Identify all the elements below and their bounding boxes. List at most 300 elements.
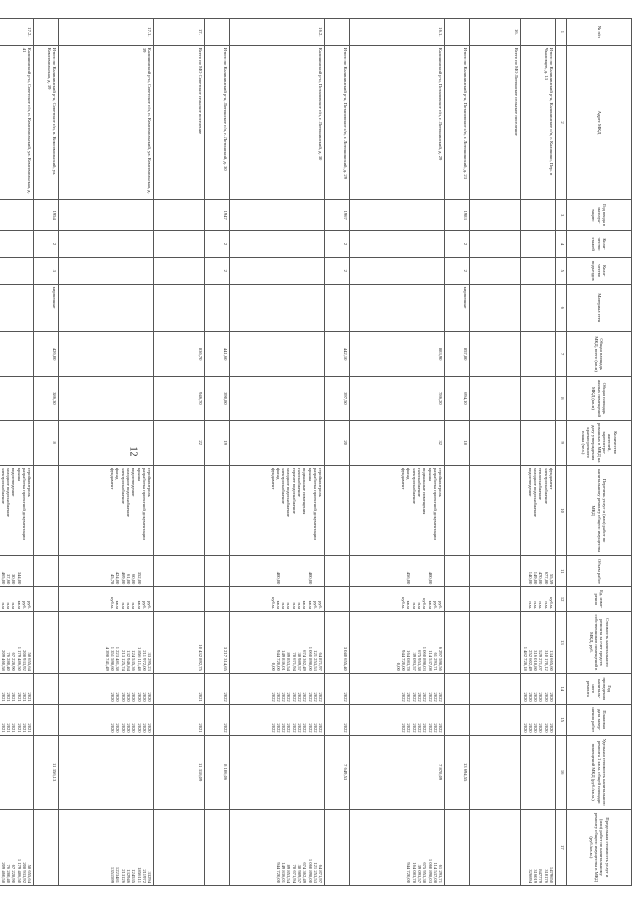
cell-line: 2022 (438, 692, 444, 702)
cell-end (470, 704, 521, 735)
object-row (0, 19, 34, 886)
cell-line: 33294 (147, 871, 153, 883)
cell-line: 2022 (343, 692, 349, 702)
column-index: 12 (556, 587, 567, 612)
cell-line: 0,00 (395, 662, 401, 671)
cell-line: 2020 (527, 692, 533, 702)
column-header: Стоимость капитального ремонта за счет средств собственников помещений в МКД, руб. (567, 612, 632, 674)
cell-mat (470, 284, 521, 331)
cell-fl (59, 231, 154, 258)
cell-cost (154, 612, 205, 674)
cell-end (445, 704, 470, 735)
cell-res: 22 (154, 420, 205, 465)
cell-line: п.м (411, 602, 417, 610)
cell-line: 208 933,92 (21, 862, 27, 883)
cell-la: 390,80 (205, 377, 230, 420)
cell-line: п.м (6, 602, 12, 610)
cell-line (411, 558, 416, 584)
cell-yr (59, 673, 154, 704)
cell-line: 37,60 (6, 573, 12, 585)
cell-line: п.м (11, 602, 17, 610)
cell-line: газоснабжение (417, 467, 423, 497)
cell-la: 397,50 (325, 377, 350, 420)
column-header: Год ввода в эксплуа-тацию (567, 200, 632, 231)
cell-line: 2022 (223, 723, 229, 733)
column-index: 16 (556, 735, 567, 809)
cell-vol (325, 556, 350, 587)
cell-line: 211 972,00 (141, 650, 147, 671)
page-number: 12 (127, 446, 139, 457)
cell-line (27, 558, 32, 584)
cell-line: п.м (281, 602, 287, 610)
cell-ta (0, 332, 34, 377)
cell-line: 61 293,71 (432, 652, 438, 671)
cell-lim (521, 809, 556, 885)
cell-line: 424,00 (115, 571, 121, 585)
cell-yr (154, 673, 205, 704)
cell-line: 1 060 898,00 (307, 858, 313, 883)
cell-spec (230, 735, 325, 809)
cell-spec (470, 735, 521, 809)
cell-yr (230, 673, 325, 704)
cell-line (318, 558, 323, 584)
cell-cost (205, 612, 230, 674)
cell-line: 2022 (286, 723, 292, 733)
cell-en (470, 257, 521, 284)
cell-spec: 11 318,09 (154, 735, 205, 809)
cell-line: 38 989,57 (297, 864, 303, 883)
cell-lim (34, 809, 59, 885)
cell-addr: Калининский р-н, Потаповское с/п, г. Лотошинский, д. 29 (350, 45, 445, 199)
cell-yr (34, 673, 59, 704)
cell-fl: 2 (205, 231, 230, 258)
cell-works (205, 465, 230, 556)
column-header: Адрес МКД (567, 45, 632, 199)
cell-line: крыша (427, 467, 433, 482)
cell-line: 2022 (307, 723, 313, 733)
cell-line: 67 228,90 (11, 652, 17, 671)
cell-mat (205, 284, 230, 331)
column-index: 6 (556, 284, 567, 331)
cell-works (34, 465, 59, 556)
cell-line: 2020 (141, 723, 147, 733)
cell-line: 39 093,57 (411, 652, 417, 671)
cell-line: 58 655,64 (27, 864, 33, 883)
cell-res: 19 (205, 420, 230, 465)
cell-ta: 836,70 (154, 332, 205, 377)
cell-addr: Всего по МО Лотошское сельское поселение (470, 45, 521, 199)
column-header: Перечень услуг и (или) работ по капитальному ремонту общего имущества МКД (567, 465, 632, 556)
column-header: Коли-чество подъездов (567, 257, 632, 284)
column-index: 3 (556, 200, 567, 231)
cell-yr (0, 673, 34, 704)
column-header: Плановая дата завер-шения работ (567, 704, 632, 735)
cell-line: 400,00 (307, 571, 313, 585)
cell-spec (0, 735, 34, 809)
cell-unit (34, 587, 59, 612)
cell-line: 39 093,57 (417, 864, 423, 883)
cell-y (350, 200, 445, 231)
cell-ta: 426,00 (34, 332, 59, 377)
cell-unit (325, 587, 350, 612)
cell-addr: Итого по Калининский р-н, Потаповское с/п, г. Лотошинский, д. 23 (445, 45, 470, 199)
cell-line: кв.м (115, 600, 121, 610)
cell-line: 64 871,97 (318, 652, 324, 671)
cell-line: куб.м. (401, 597, 407, 610)
cell-line: холодное водоснабжение (533, 467, 539, 517)
cell-line (313, 558, 318, 584)
cell-no (205, 19, 230, 46)
cell-ta (470, 332, 521, 377)
cell-line: 529 271,07 (538, 650, 544, 671)
cell-line: 2021 (27, 692, 33, 702)
cell-no: 17.2. (0, 19, 34, 46)
column-index: 2 (556, 45, 567, 199)
cell-line: 0,00 (270, 662, 276, 671)
cell-line: 67 228,90 (11, 864, 17, 883)
cell-line: 2022 (307, 692, 313, 702)
cell-y (230, 200, 325, 231)
cell-cost (350, 612, 445, 674)
cell-line: 2022 (286, 692, 292, 702)
cell-unit (0, 587, 34, 612)
cell-works (230, 465, 325, 556)
cell-la (230, 377, 325, 420)
cell-en (230, 257, 325, 284)
cell-line: водоотведение (11, 467, 17, 497)
cell-line: фундамент (549, 467, 554, 490)
cell-line: 2021 (16, 692, 22, 702)
cell-no: 16. (470, 19, 521, 46)
cell-line: 944 720,00 (406, 862, 412, 883)
cell-y: 1983 (445, 200, 470, 231)
cell-no: 16.2. (230, 19, 325, 46)
cell-works (0, 465, 34, 556)
cell-ta (521, 332, 556, 377)
cell-fl: 2 (34, 231, 59, 258)
cell-lim (205, 809, 230, 885)
cell-y: 1947 (205, 200, 230, 231)
cell-line: 114 537,08 (432, 862, 438, 883)
cell-line: 2022 (312, 723, 318, 733)
column-header: Количество жителей, зарегистри-рованных в МКД на дату утверждения краткосрочного плана (чел.) (567, 420, 632, 465)
cell-line: 114 537,08 (427, 650, 433, 671)
cell-line: 2021 (27, 723, 33, 733)
cell-ta: 883,90 (350, 332, 445, 377)
cell-line (433, 558, 438, 584)
cell-unit (521, 587, 556, 612)
cell-line: 2022 (318, 692, 324, 702)
cell-line: 1 060 898,03 (427, 858, 433, 883)
cell-en (521, 257, 556, 284)
cell-line: 2020 (131, 723, 137, 733)
cell-line: 1 060 898,00 (307, 646, 313, 671)
cell-line (286, 558, 291, 584)
cell-la: 694,10 (445, 377, 470, 420)
cell-addr: Калининский р-н, Потаповское с/п, г. Лотошинский, д. 30 (230, 45, 325, 199)
cell-mat (325, 284, 350, 331)
cell-line: 2022 (427, 723, 433, 733)
cell-mat (350, 284, 445, 331)
column-header: Предельная стоимость услуг и (или) работ по капитальному ремонту общего имущества в МКД (руб./кв.м.) (567, 809, 632, 885)
cell-line: подвальные помещения (422, 467, 428, 515)
cell-line: электроснабжение (543, 467, 549, 504)
cell-line: 2021 (16, 723, 22, 733)
cell-line: п.м (286, 602, 292, 610)
cell-line: 316 018,80 (533, 650, 539, 671)
cell-line: 209 460,58 (0, 650, 6, 671)
cell-line: 164 083,78 (411, 862, 417, 883)
cell-vol (350, 556, 445, 587)
cell-works (325, 465, 350, 556)
cell-line: 121 253,53 (312, 650, 318, 671)
cell-line: 2021 (11, 723, 17, 733)
cell-line: 60,00 (131, 573, 137, 585)
cell-la (470, 377, 521, 420)
cell-addr: Итого по Калининский р-н, Лотошское с/п, г. Лотошский, д. 30 (205, 45, 230, 199)
object-row (350, 19, 445, 886)
cell-vol (154, 556, 205, 587)
cell-line: 2021 (198, 692, 204, 702)
cell-y (470, 200, 521, 231)
cell-res (0, 420, 34, 465)
cell-yr (350, 673, 445, 704)
cell-la (0, 377, 34, 420)
cell-en: 2 (205, 257, 230, 284)
cell-line: п.м (131, 602, 137, 610)
cell-vol (230, 556, 325, 587)
cell-line: кв.м (307, 600, 313, 610)
cell-line: 1856111 (136, 867, 142, 883)
cell-line: 2022 (343, 723, 349, 733)
cell-lim (350, 809, 445, 885)
cell-line: фасад (406, 467, 412, 480)
cell-res: 32 (350, 420, 445, 465)
cell-addr: Итого по Калининский р-н, Калининское с/п, г. Калинино, Пер. п Чкаловцев, д. 13 (521, 45, 556, 199)
cell-line: руб. (27, 601, 33, 610)
column-header: Объем работ (567, 556, 632, 587)
cell-line: п.м (126, 602, 132, 610)
cell-line: холодное водоснабжение (126, 467, 132, 517)
cell-line: 2020 (543, 692, 549, 702)
cell-line: 675 953,38 (422, 862, 428, 883)
cell-vol (205, 556, 230, 587)
cell-no (325, 19, 350, 46)
cell-line: 2022 (411, 692, 417, 702)
cell-line: 2022 (422, 692, 428, 702)
cell-vol (0, 556, 34, 587)
cell-mat: кирпичные (445, 284, 470, 331)
cell-end (521, 704, 556, 735)
cell-line: 1 856 111,48 (136, 647, 142, 671)
cell-line (291, 558, 296, 584)
cell-unit (154, 587, 205, 612)
cell-line: 64 871,97 (318, 864, 324, 883)
cell-en: 2 (445, 257, 470, 284)
column-header: Общая площадь МКД, всего (кв.м) (567, 332, 632, 377)
cell-yr (205, 673, 230, 704)
cell-line: п.м. (538, 601, 544, 610)
cell-unit (470, 587, 521, 612)
cell-fl: 2 (325, 231, 350, 258)
cell-addr: Всего по МО Советское сельское поселение (154, 45, 205, 199)
cell-line: 149 836,01 (281, 862, 287, 883)
cell-line: 6 297 598,56 (438, 646, 444, 671)
cell-line: руб. (438, 601, 444, 610)
cell-unit (230, 587, 325, 612)
cell-line (281, 558, 286, 584)
cell-line: 2022 (411, 723, 417, 733)
column-index: 11 (556, 556, 567, 587)
cell-fl (154, 231, 205, 258)
cell-line: теплоснабжение (538, 467, 544, 500)
column-index: 17 (556, 809, 567, 885)
cell-la: 386,30 (34, 377, 59, 420)
object-row (470, 19, 521, 886)
cell-no (445, 19, 470, 46)
cell-line: 470,00 (538, 571, 544, 585)
cell-mat: кирпичные (34, 284, 59, 331)
cell-line: 4 398 741,49 (104, 646, 110, 671)
cell-la (59, 377, 154, 420)
cell-line: 2020 (543, 723, 549, 733)
cell-line: 2020 (147, 692, 153, 702)
cell-line: куб.м. (110, 597, 116, 610)
column-index: 13 (556, 612, 567, 674)
cell-line: 209 460,58 (0, 862, 6, 883)
cell-line: 400,00 (427, 571, 433, 585)
cell-line: стройконтроль (438, 467, 444, 497)
column-index: 5 (556, 257, 567, 284)
total-row (205, 19, 230, 886)
cell-line: 456,00 (406, 571, 412, 585)
cell-line: разработка проектной документации (21, 467, 27, 540)
cell-line: 2022 (417, 723, 423, 733)
cell-works (445, 465, 470, 556)
cell-end (0, 704, 34, 735)
cell-line: 164 083,78 (406, 650, 412, 671)
cell-line: п.м. (543, 601, 549, 610)
cell-y (59, 200, 154, 231)
column-index: 8 (556, 377, 567, 420)
cell-vol (521, 556, 556, 587)
column-index: 10 (556, 465, 567, 556)
cell-line: 344,00 (16, 571, 22, 585)
cell-line: 1 179 486,50 (16, 858, 22, 883)
cell-line: 2021 (0, 692, 6, 702)
cell-line: 213126 (120, 869, 126, 883)
cell-line: 2021 (198, 723, 204, 733)
cell-la (521, 377, 556, 420)
cell-line: фасад (275, 467, 281, 480)
cell-line: п.м (417, 602, 423, 610)
cell-vol (470, 556, 521, 587)
cell-line: куб.м. (270, 597, 276, 610)
cell-unit (445, 587, 470, 612)
cell-line: 2022 (275, 692, 281, 702)
column-header: № п/п (567, 19, 632, 46)
cell-line: 132 946,84 (126, 650, 132, 671)
cell-line: 352,00 (136, 571, 142, 585)
cell-cost (325, 612, 350, 674)
cell-addr: Калининский р-н, Советское с/п, п. Комсомольский, ул. Комсомольская, д. 41 (0, 45, 34, 199)
cell-line: 121 253,53 (312, 862, 318, 883)
cell-line: 1 223 481,38 (115, 646, 121, 671)
cell-line: 2022 (291, 692, 297, 702)
cell-ta (230, 332, 325, 377)
cell-line: 208 933,92 (21, 650, 27, 671)
cell-fl (230, 231, 325, 258)
column-index: 7 (556, 332, 567, 377)
cell-line: разработка проектной документации (312, 467, 318, 540)
cell-line: 124535 (131, 869, 137, 883)
cell-mat (521, 284, 556, 331)
cell-line: 3 040 655,40 (343, 646, 349, 671)
cell-en (59, 257, 154, 284)
cell-line (147, 558, 152, 584)
cell-line: 1 060 898,03 (422, 646, 428, 671)
cell-line: 2022 (401, 692, 407, 702)
cell-en (0, 257, 34, 284)
cell-line: 326694 (527, 869, 533, 883)
cell-addr: Калининский р-н, Советское с/п, п. Комсомольский, ул. Комсомольская, д. 39 (59, 45, 154, 199)
cell-end (34, 704, 59, 735)
cell-res: 20 (325, 420, 350, 465)
total-row (521, 19, 556, 886)
cell-line: стройконтроль (318, 467, 324, 497)
cell-line: 2022 (438, 723, 444, 733)
cell-line (142, 558, 147, 584)
cell-mat (154, 284, 205, 331)
cell-line: 316019 (533, 869, 539, 883)
cell-line: 2022 (297, 692, 303, 702)
cell-cost (0, 612, 34, 674)
cell-cost (59, 612, 154, 674)
cell-line: фундамент (270, 467, 276, 490)
cell-mat (59, 284, 154, 331)
cell-line (270, 558, 275, 584)
cell-line: 2022 (432, 692, 438, 702)
cell-line: 2022 (281, 692, 287, 702)
capital-repair-table-container (0, 18, 632, 886)
cell-line: 2022 (401, 723, 407, 733)
cell-mat (0, 284, 34, 331)
cell-spec: 8 106,06 (205, 735, 230, 809)
cell-line: 675 953,38 (417, 650, 423, 671)
cell-line: фундамент (110, 467, 116, 490)
cell-no (34, 19, 59, 46)
cell-y (154, 200, 205, 231)
cell-vol (34, 556, 59, 587)
cell-works (350, 465, 445, 556)
cell-works (59, 465, 154, 556)
cell-lim (230, 809, 325, 885)
cell-yr (470, 673, 521, 704)
cell-y: 1967 (325, 200, 350, 231)
cell-line: холодное водоснабжение (6, 467, 12, 517)
cell-line: 2020 (136, 692, 142, 702)
cell-res (521, 420, 556, 465)
cell-line: 1223481 (115, 866, 121, 883)
cell-line: 2022 (275, 723, 281, 733)
cell-lim (325, 809, 350, 885)
cell-line: 2021 (21, 692, 27, 702)
cell-line: электроснабжение (120, 467, 126, 504)
cell-line: кв.м (302, 600, 308, 610)
column-index: 9 (556, 420, 567, 465)
cell-line: 2020 (136, 723, 142, 733)
cell-line: п.м. (533, 601, 539, 610)
